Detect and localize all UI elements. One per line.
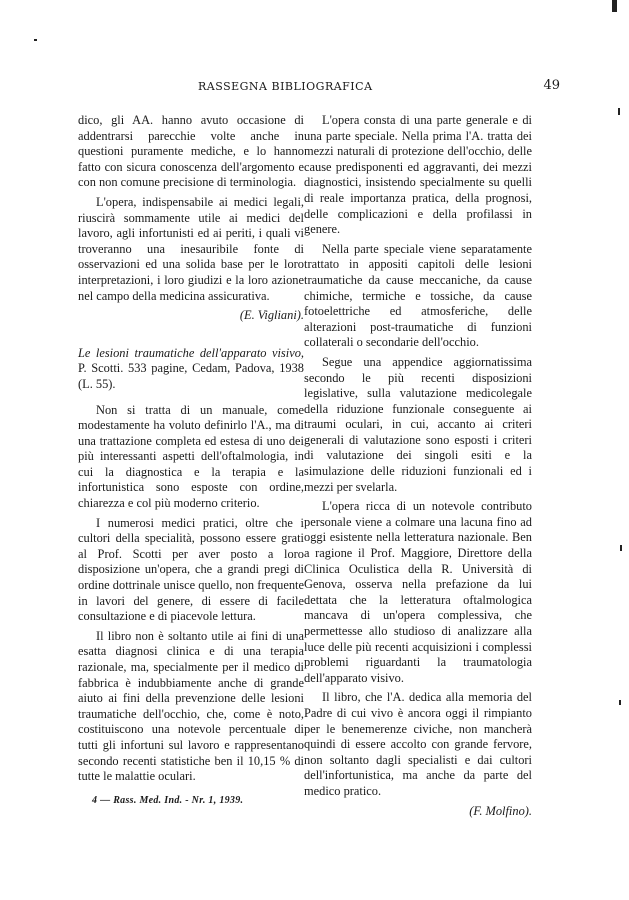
- left-column: [78, 113, 304, 789]
- reviewer-signature: (E. Vigliani).: [239, 308, 304, 323]
- scan-mark: [34, 39, 37, 41]
- running-title: RASSEGNA BIBLIOGRAFICA: [198, 80, 373, 93]
- page-number: 49: [543, 78, 560, 93]
- book-details: 533 pagine, Cedam, Padova, 1938 (L. 55).: [78, 361, 304, 391]
- paragraph: Nella parte speciale viene separatamente trattato in appositi capitoli delle lesioni traumatiche da cause meccaniche, da cause chimiche, termiche e tossiche, da cause fotoelettriche ed atmosferiche, delle alterazioni post-traumatiche di funzioni collaterali o secondarie dell'occhio.: [304, 241, 532, 350]
- right-column: [304, 113, 532, 823]
- paragraph: L'opera ricca di un notevole contributo personale viene a colmare una lacuna fino ad oggi esistente nella letteratura nazionale. Ben a ragione il Prof. Maggiore, Direttore della Clinica Oculistica della R. Università di Genova, osserva nella prefazione da lui dettata che la letteratura oftalmologica mancava di un'opera complessiva, che permettesse allo studioso di analizzare alla luce delle più recenti acquisizioni i complessi problemi riguardanti la traumatologia dell'apparato visivo.: [304, 499, 532, 685]
- paragraph: L'opera, indispensabile ai medici legali, riuscirà sommamente utile ai medici del lavoro, agli infortunisti ed ai periti, i quali vi troveranno una inesauribile fonte di osservazioni ed una solida base per le loro interpretazioni, i loro giudizi e la loro azione nel campo della medicina assicurativa.: [78, 194, 304, 303]
- paragraph: Segue una appendice aggiornatissima secondo le più recenti disposizioni legislative, sulla valutazione medicolegale della riduzione funzionale conseguente ai traumi oculari, in cui, accanto ai criteri generali di valutazione sono esposti i criteri di valutazione dei singoli esiti e la simulazione delle riduzioni funzionali ed i mezzi per svelarla.: [304, 354, 532, 494]
- reviewer-signature: (F. Molfino).: [469, 803, 532, 818]
- paragraph: Non si tratta di un manuale, come modestamente ha voluto definirlo l'A., ma di una trattazione completa ed estesa di uno dei più interessanti aspetti dell'oftalmologia, in cui la diagnostica e la terapia e la infortunistica sono esposte con ordine, chiarezza e col più moderno criterio.: [78, 402, 304, 511]
- book-author: P. Scotti.: [78, 361, 124, 376]
- paragraph: L'opera consta di una parte generale e di una parte speciale. Nella prima l'A. tratta dei mezzi naturali di protezione dell'occhio, delle cause predisponenti ed aggravanti, dei mezzi diagnostici, insistendo specialmente su quelli di reale importanza pratica, della prognosi, delle complicazioni e della profilassi in genere.: [304, 113, 532, 237]
- paragraph: Il libro, che l'A. dedica alla memoria del Padre di cui vivo è ancora oggi il rimpianto per le benemerenze civiche, non mancherà quindi di essere accolto con grande fervore, non soltanto dagli specialisti e dai cultori dell'infortunistica, ma anche da parte del medico pratico.: [304, 690, 532, 798]
- review-heading: [78, 346, 304, 393]
- paragraph: Il libro non è soltanto utile ai fini di una esatta diagnosi clinica e di una terapia razionale, ma, specialmente per il medico di fabbrica è indubbiamente anche di grande aiuto ai fini della prevenzione delle lesioni traumatiche dell'occhio, che, come è noto, costituiscono una notevole percentuale di tutti gli infortuni sul lavoro e rappresentano secondo recenti statistiche ben il 10,15 % di tutte le malattie oculari.: [78, 628, 304, 784]
- scan-mark: [618, 108, 620, 115]
- page-header: [78, 80, 560, 100]
- paragraph: dico, gli AA. hanno avuto occasione di addentrarsi parecchie volte anche in questioni puramente mediche, e lo hanno fatto con sicura conoscenza dell'argomento e con non comune precisione di terminologia.: [78, 113, 304, 190]
- book-title: Le lesioni traumatiche dell'apparato visivo,: [78, 345, 304, 360]
- scan-mark: [620, 545, 622, 551]
- paragraph: I numerosi medici pratici, oltre che i cultori della specialità, possono essere grati al Prof. Scotti per aver posto a loro disposizione un'opera, che a grandi pregi di ordine dottrinale unisce quello, non frequente in lavori del genere, di essere di facile consultazione e di piacevole lettura.: [78, 515, 304, 624]
- scan-mark: [619, 700, 621, 705]
- footer-citation: 4 — Rass. Med. Ind. - Nr. 1, 1939.: [92, 795, 244, 806]
- scan-mark: [612, 0, 617, 12]
